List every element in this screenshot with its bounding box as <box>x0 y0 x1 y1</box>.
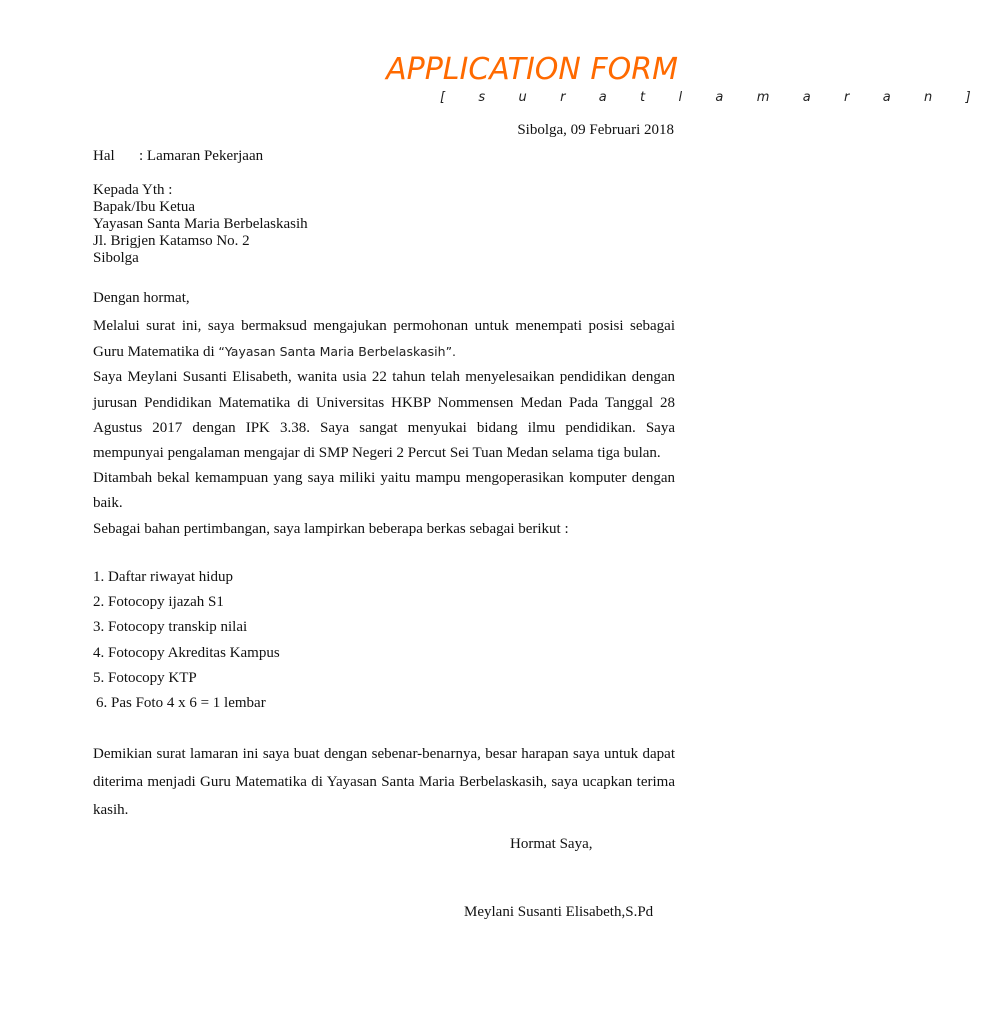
list-item: 1. Daftar riwayat hidup <box>93 569 233 585</box>
recipient-line: Yayasan Santa Maria Berbelaskasih <box>93 216 308 232</box>
foundation-name-quote: “Yayasan Santa Maria Berbelaskasih”. <box>218 344 457 360</box>
paragraph-attachments-intro: Sebagai bahan pertimbangan, saya lampirkan beberapa berkas sebagai berikut : <box>93 520 569 537</box>
subject-label: Hal <box>93 148 115 164</box>
paragraph-background: Saya Meylani Susanti Elisabeth, wanita usia 22 tahun telah menyelesaikan pendidikan dengan jurusan Pendidikan Matematika di Universitas HKBP Nommensen Medan Pada Tanggal 28 Agustus 2017 dengan IPK 3.38. Saya sangat menyukai bidang ilmu pendidikan. Saya mempunyai pengalaman mengajar di SMP Negeri 2 Percut Sei Tuan Medan selama tiga bulan. <box>93 369 675 462</box>
list-item: 6. Pas Foto 4 x 6 = 1 lembar <box>96 695 266 712</box>
list-item: 3. Fotocopy transkip nilai <box>93 619 248 636</box>
regards: Hormat Saya, <box>510 836 593 852</box>
letter-date: Sibolga, 09 Februari 2018 <box>517 122 674 138</box>
attachment-list <box>93 565 280 716</box>
form-subtitle: [ s u r a t l a m a r a n ] <box>440 90 985 105</box>
signer-name: Meylani Susanti Elisabeth,S.Pd <box>464 904 654 920</box>
closing-text: Demikian surat lamaran ini saya buat dengan sebenar-benarnya, besar harapan saya untuk dapat diterima menjadi Guru Matematika di Yayasan Santa Maria Berbelaskasih, saya ucapkan terima kasih. <box>93 746 675 818</box>
subject-value: : Lamaran Pekerjaan <box>139 148 264 164</box>
form-title: APPLICATION FORM <box>386 52 678 87</box>
recipient-line: Bapak/Ibu Ketua <box>93 199 196 215</box>
paragraph-intro-text: Melalui surat ini, saya bermaksud mengajukan permohonan untuk menempati posisi sebagai Guru Matematika di <box>93 318 675 361</box>
paragraph-skills: Ditambah bekal kemampuan yang saya miliki yaitu mampu mengoperasikan komputer dengan baik. <box>93 470 675 512</box>
recipient-line: Sibolga <box>93 250 139 266</box>
letter-subject <box>93 148 263 165</box>
recipient-line: Jl. Brigjen Katamso No. 2 <box>93 233 250 249</box>
list-item: 5. Fotocopy KTP <box>93 669 197 686</box>
paragraph-intro <box>93 314 675 365</box>
list-item: 2. Fotocopy ijazah S1 <box>93 594 224 611</box>
recipient-address <box>93 182 308 267</box>
closing-paragraph <box>93 740 675 824</box>
recipient-line: Kepada Yth : <box>93 182 173 198</box>
letter-body <box>93 314 675 542</box>
greeting: Dengan hormat, <box>93 290 190 306</box>
list-item: 4. Fotocopy Akreditas Kampus <box>93 644 280 661</box>
